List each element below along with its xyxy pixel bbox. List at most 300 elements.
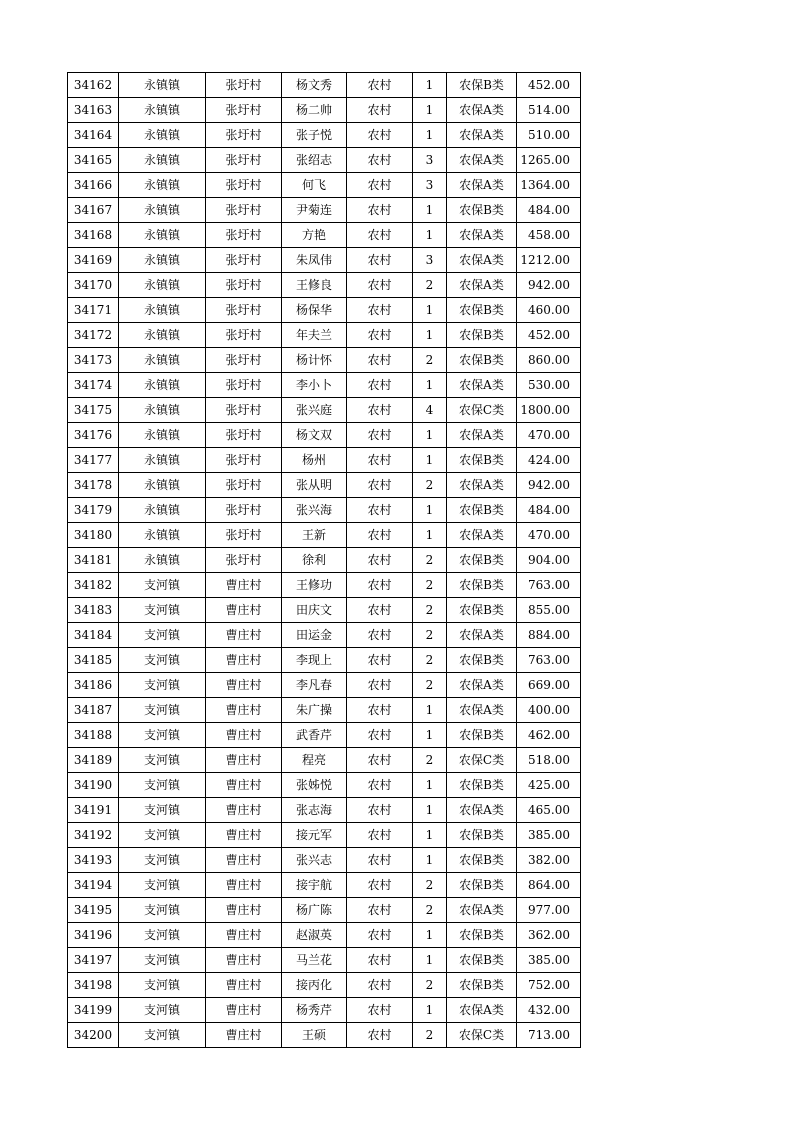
area-type-cell: 农村: [347, 748, 413, 773]
village-cell: 张圩村: [206, 448, 282, 473]
amount-cell: 855.00: [517, 598, 581, 623]
area-type-cell: 农村: [347, 873, 413, 898]
people-count-cell: 1: [413, 798, 447, 823]
town-cell: 永镇镇: [119, 273, 206, 298]
village-cell: 张圩村: [206, 273, 282, 298]
record-id-cell: 34188: [68, 723, 119, 748]
area-type-cell: 农村: [347, 1023, 413, 1048]
record-id-cell: 34199: [68, 998, 119, 1023]
category-cell: 农保A类: [447, 673, 517, 698]
people-count-cell: 1: [413, 323, 447, 348]
category-cell: 农保A类: [447, 223, 517, 248]
people-count-cell: 2: [413, 1023, 447, 1048]
people-count-cell: 4: [413, 398, 447, 423]
people-count-cell: 3: [413, 173, 447, 198]
name-cell: 王修良: [282, 273, 347, 298]
amount-cell: 763.00: [517, 648, 581, 673]
record-id-cell: 34176: [68, 423, 119, 448]
town-cell: 永镇镇: [119, 548, 206, 573]
town-cell: 支河镇: [119, 973, 206, 998]
area-type-cell: 农村: [347, 498, 413, 523]
village-cell: 曹庄村: [206, 973, 282, 998]
amount-cell: 1800.00: [517, 398, 581, 423]
town-cell: 永镇镇: [119, 473, 206, 498]
table-row: [68, 973, 581, 998]
name-cell: 接丙化: [282, 973, 347, 998]
record-id-cell: 34166: [68, 173, 119, 198]
area-type-cell: 农村: [347, 973, 413, 998]
name-cell: 张子悦: [282, 123, 347, 148]
town-cell: 永镇镇: [119, 373, 206, 398]
town-cell: 支河镇: [119, 923, 206, 948]
town-cell: 支河镇: [119, 998, 206, 1023]
town-cell: 支河镇: [119, 1023, 206, 1048]
name-cell: 李小卜: [282, 373, 347, 398]
village-cell: 张圩村: [206, 198, 282, 223]
town-cell: 支河镇: [119, 823, 206, 848]
table-row: [68, 573, 581, 598]
category-cell: 农保B类: [447, 598, 517, 623]
table-row: [68, 348, 581, 373]
village-cell: 张圩村: [206, 148, 282, 173]
people-count-cell: 3: [413, 248, 447, 273]
table-row: [68, 398, 581, 423]
town-cell: 支河镇: [119, 648, 206, 673]
village-cell: 张圩村: [206, 323, 282, 348]
name-cell: 田运金: [282, 623, 347, 648]
area-type-cell: 农村: [347, 823, 413, 848]
people-count-cell: 2: [413, 548, 447, 573]
town-cell: 永镇镇: [119, 123, 206, 148]
amount-cell: 942.00: [517, 473, 581, 498]
category-cell: 农保B类: [447, 73, 517, 98]
record-id-cell: 34189: [68, 748, 119, 773]
name-cell: 接宇航: [282, 873, 347, 898]
name-cell: 杨文秀: [282, 73, 347, 98]
category-cell: 农保B类: [447, 723, 517, 748]
village-cell: 张圩村: [206, 98, 282, 123]
table-row: [68, 798, 581, 823]
village-cell: 张圩村: [206, 498, 282, 523]
area-type-cell: 农村: [347, 248, 413, 273]
name-cell: 杨计怀: [282, 348, 347, 373]
name-cell: 张姊悦: [282, 773, 347, 798]
area-type-cell: 农村: [347, 548, 413, 573]
village-cell: 曹庄村: [206, 623, 282, 648]
area-type-cell: 农村: [347, 723, 413, 748]
town-cell: 支河镇: [119, 598, 206, 623]
name-cell: 赵淑英: [282, 923, 347, 948]
town-cell: 支河镇: [119, 623, 206, 648]
town-cell: 永镇镇: [119, 298, 206, 323]
village-cell: 曹庄村: [206, 823, 282, 848]
town-cell: 永镇镇: [119, 348, 206, 373]
category-cell: 农保A类: [447, 698, 517, 723]
category-cell: 农保B类: [447, 948, 517, 973]
category-cell: 农保B类: [447, 923, 517, 948]
area-type-cell: 农村: [347, 198, 413, 223]
name-cell: 接元军: [282, 823, 347, 848]
record-id-cell: 34169: [68, 248, 119, 273]
table-row: [68, 248, 581, 273]
area-type-cell: 农村: [347, 523, 413, 548]
name-cell: 张兴志: [282, 848, 347, 873]
village-cell: 张圩村: [206, 73, 282, 98]
category-cell: 农保B类: [447, 198, 517, 223]
record-id-cell: 34185: [68, 648, 119, 673]
name-cell: 田庆文: [282, 598, 347, 623]
amount-cell: 514.00: [517, 98, 581, 123]
town-cell: 永镇镇: [119, 523, 206, 548]
people-count-cell: 1: [413, 73, 447, 98]
people-count-cell: 1: [413, 123, 447, 148]
table-row: [68, 523, 581, 548]
name-cell: 年夫兰: [282, 323, 347, 348]
record-id-cell: 34184: [68, 623, 119, 648]
name-cell: 何飞: [282, 173, 347, 198]
record-id-cell: 34173: [68, 348, 119, 373]
amount-cell: 425.00: [517, 773, 581, 798]
amount-cell: 1212.00: [517, 248, 581, 273]
category-cell: 农保A类: [447, 423, 517, 448]
amount-cell: 452.00: [517, 73, 581, 98]
table-row: [68, 373, 581, 398]
category-cell: 农保B类: [447, 298, 517, 323]
area-type-cell: 农村: [347, 898, 413, 923]
name-cell: 王硕: [282, 1023, 347, 1048]
town-cell: 永镇镇: [119, 248, 206, 273]
category-cell: 农保A类: [447, 798, 517, 823]
village-cell: 张圩村: [206, 173, 282, 198]
amount-cell: 860.00: [517, 348, 581, 373]
village-cell: 曹庄村: [206, 648, 282, 673]
people-count-cell: 2: [413, 573, 447, 598]
amount-cell: 484.00: [517, 198, 581, 223]
amount-cell: 462.00: [517, 723, 581, 748]
area-type-cell: 农村: [347, 573, 413, 598]
people-count-cell: 2: [413, 348, 447, 373]
people-count-cell: 2: [413, 973, 447, 998]
town-cell: 永镇镇: [119, 223, 206, 248]
people-count-cell: 2: [413, 748, 447, 773]
record-id-cell: 34163: [68, 98, 119, 123]
record-id-cell: 34183: [68, 598, 119, 623]
town-cell: 支河镇: [119, 798, 206, 823]
village-cell: 曹庄村: [206, 673, 282, 698]
table-row: [68, 198, 581, 223]
area-type-cell: 农村: [347, 673, 413, 698]
amount-cell: 864.00: [517, 873, 581, 898]
area-type-cell: 农村: [347, 848, 413, 873]
record-id-cell: 34198: [68, 973, 119, 998]
people-count-cell: 1: [413, 223, 447, 248]
area-type-cell: 农村: [347, 273, 413, 298]
amount-cell: 510.00: [517, 123, 581, 148]
village-cell: 曹庄村: [206, 923, 282, 948]
area-type-cell: 农村: [347, 623, 413, 648]
people-count-cell: 1: [413, 373, 447, 398]
amount-cell: 1265.00: [517, 148, 581, 173]
village-cell: 张圩村: [206, 123, 282, 148]
people-count-cell: 1: [413, 823, 447, 848]
table-row: [68, 298, 581, 323]
table-row: [68, 748, 581, 773]
village-cell: 曹庄村: [206, 698, 282, 723]
town-cell: 支河镇: [119, 673, 206, 698]
amount-cell: 1364.00: [517, 173, 581, 198]
table-row: [68, 873, 581, 898]
table-row: [68, 673, 581, 698]
town-cell: 永镇镇: [119, 173, 206, 198]
amount-cell: 460.00: [517, 298, 581, 323]
area-type-cell: 农村: [347, 448, 413, 473]
amount-cell: 904.00: [517, 548, 581, 573]
category-cell: 农保A类: [447, 373, 517, 398]
people-count-cell: 1: [413, 423, 447, 448]
record-id-cell: 34175: [68, 398, 119, 423]
category-cell: 农保C类: [447, 748, 517, 773]
category-cell: 农保B类: [447, 873, 517, 898]
amount-cell: 385.00: [517, 948, 581, 973]
village-cell: 曹庄村: [206, 773, 282, 798]
name-cell: 马兰花: [282, 948, 347, 973]
record-id-cell: 34182: [68, 573, 119, 598]
people-count-cell: 1: [413, 998, 447, 1023]
name-cell: 杨秀芹: [282, 998, 347, 1023]
area-type-cell: 农村: [347, 948, 413, 973]
town-cell: 支河镇: [119, 848, 206, 873]
village-cell: 张圩村: [206, 223, 282, 248]
record-id-cell: 34165: [68, 148, 119, 173]
record-id-cell: 34171: [68, 298, 119, 323]
people-count-cell: 1: [413, 848, 447, 873]
amount-cell: 470.00: [517, 523, 581, 548]
table-row: [68, 73, 581, 98]
table-row: [68, 273, 581, 298]
area-type-cell: 农村: [347, 148, 413, 173]
table-row: [68, 998, 581, 1023]
area-type-cell: 农村: [347, 298, 413, 323]
people-count-cell: 2: [413, 673, 447, 698]
record-id-cell: 34191: [68, 798, 119, 823]
category-cell: 农保A类: [447, 98, 517, 123]
name-cell: 杨州: [282, 448, 347, 473]
name-cell: 张志海: [282, 798, 347, 823]
amount-cell: 432.00: [517, 998, 581, 1023]
table-row: [68, 498, 581, 523]
category-cell: 农保A类: [447, 523, 517, 548]
record-id-cell: 34197: [68, 948, 119, 973]
record-id-cell: 34181: [68, 548, 119, 573]
table-row: [68, 823, 581, 848]
name-cell: 朱广操: [282, 698, 347, 723]
table-row: [68, 723, 581, 748]
name-cell: 方艳: [282, 223, 347, 248]
category-cell: 农保A类: [447, 623, 517, 648]
amount-cell: 942.00: [517, 273, 581, 298]
name-cell: 徐利: [282, 548, 347, 573]
village-cell: 曹庄村: [206, 1023, 282, 1048]
category-cell: 农保B类: [447, 548, 517, 573]
village-cell: 张圩村: [206, 373, 282, 398]
name-cell: 杨二帅: [282, 98, 347, 123]
town-cell: 永镇镇: [119, 498, 206, 523]
record-id-cell: 34172: [68, 323, 119, 348]
table-row: [68, 173, 581, 198]
village-cell: 曹庄村: [206, 948, 282, 973]
amount-cell: 382.00: [517, 848, 581, 873]
category-cell: 农保C类: [447, 398, 517, 423]
name-cell: 杨保华: [282, 298, 347, 323]
people-count-cell: 1: [413, 98, 447, 123]
people-count-cell: 1: [413, 723, 447, 748]
people-count-cell: 1: [413, 523, 447, 548]
village-cell: 张圩村: [206, 548, 282, 573]
table-row: [68, 923, 581, 948]
record-id-cell: 34162: [68, 73, 119, 98]
amount-cell: 977.00: [517, 898, 581, 923]
area-type-cell: 农村: [347, 73, 413, 98]
name-cell: 杨文双: [282, 423, 347, 448]
name-cell: 李现上: [282, 648, 347, 673]
area-type-cell: 农村: [347, 773, 413, 798]
town-cell: 永镇镇: [119, 73, 206, 98]
category-cell: 农保B类: [447, 773, 517, 798]
town-cell: 永镇镇: [119, 448, 206, 473]
town-cell: 支河镇: [119, 773, 206, 798]
amount-cell: 669.00: [517, 673, 581, 698]
village-cell: 曹庄村: [206, 748, 282, 773]
area-type-cell: 农村: [347, 323, 413, 348]
village-cell: 张圩村: [206, 523, 282, 548]
village-cell: 张圩村: [206, 298, 282, 323]
amount-cell: 400.00: [517, 698, 581, 723]
amount-cell: 530.00: [517, 373, 581, 398]
area-type-cell: 农村: [347, 923, 413, 948]
name-cell: 武香芹: [282, 723, 347, 748]
table-row: [68, 698, 581, 723]
village-cell: 张圩村: [206, 423, 282, 448]
area-type-cell: 农村: [347, 423, 413, 448]
table-row: [68, 98, 581, 123]
category-cell: 农保B类: [447, 573, 517, 598]
village-cell: 曹庄村: [206, 873, 282, 898]
record-id-cell: 34190: [68, 773, 119, 798]
table-row: [68, 148, 581, 173]
category-cell: 农保A类: [447, 248, 517, 273]
table-row: [68, 448, 581, 473]
category-cell: 农保A类: [447, 123, 517, 148]
record-id-cell: 34180: [68, 523, 119, 548]
town-cell: 永镇镇: [119, 323, 206, 348]
people-count-cell: 1: [413, 448, 447, 473]
town-cell: 支河镇: [119, 948, 206, 973]
village-cell: 曹庄村: [206, 998, 282, 1023]
area-type-cell: 农村: [347, 598, 413, 623]
category-cell: 农保A类: [447, 998, 517, 1023]
table-row: [68, 848, 581, 873]
name-cell: 王修功: [282, 573, 347, 598]
village-cell: 曹庄村: [206, 798, 282, 823]
name-cell: 张绍志: [282, 148, 347, 173]
people-count-cell: 3: [413, 148, 447, 173]
people-count-cell: 1: [413, 298, 447, 323]
village-cell: 曹庄村: [206, 898, 282, 923]
table-row: [68, 623, 581, 648]
category-cell: 农保B类: [447, 348, 517, 373]
name-cell: 王新: [282, 523, 347, 548]
table-row: [68, 423, 581, 448]
record-id-cell: 34167: [68, 198, 119, 223]
table-row: [68, 123, 581, 148]
name-cell: 张从明: [282, 473, 347, 498]
amount-cell: 763.00: [517, 573, 581, 598]
category-cell: 农保B类: [447, 848, 517, 873]
town-cell: 支河镇: [119, 698, 206, 723]
record-id-cell: 34170: [68, 273, 119, 298]
amount-cell: 385.00: [517, 823, 581, 848]
table-row: [68, 898, 581, 923]
area-type-cell: 农村: [347, 123, 413, 148]
table-row: [68, 323, 581, 348]
name-cell: 朱凤伟: [282, 248, 347, 273]
table-row: [68, 773, 581, 798]
category-cell: 农保B类: [447, 823, 517, 848]
record-id-cell: 34192: [68, 823, 119, 848]
people-count-cell: 2: [413, 598, 447, 623]
village-cell: 张圩村: [206, 348, 282, 373]
people-count-cell: 2: [413, 873, 447, 898]
town-cell: 永镇镇: [119, 398, 206, 423]
category-cell: 农保A类: [447, 148, 517, 173]
town-cell: 永镇镇: [119, 198, 206, 223]
record-id-cell: 34186: [68, 673, 119, 698]
category-cell: 农保C类: [447, 1023, 517, 1048]
town-cell: 永镇镇: [119, 148, 206, 173]
table-row: [68, 1023, 581, 1048]
record-id-cell: 34174: [68, 373, 119, 398]
area-type-cell: 农村: [347, 798, 413, 823]
table-body: [68, 73, 581, 1048]
amount-cell: 484.00: [517, 498, 581, 523]
people-count-cell: 1: [413, 773, 447, 798]
amount-cell: 458.00: [517, 223, 581, 248]
name-cell: 张兴庭: [282, 398, 347, 423]
amount-cell: 518.00: [517, 748, 581, 773]
area-type-cell: 农村: [347, 473, 413, 498]
name-cell: 张兴海: [282, 498, 347, 523]
category-cell: 农保B类: [447, 323, 517, 348]
people-count-cell: 2: [413, 898, 447, 923]
name-cell: 杨广陈: [282, 898, 347, 923]
name-cell: 尹菊连: [282, 198, 347, 223]
table-row: [68, 223, 581, 248]
village-cell: 张圩村: [206, 248, 282, 273]
area-type-cell: 农村: [347, 348, 413, 373]
name-cell: 程亮: [282, 748, 347, 773]
category-cell: 农保B类: [447, 648, 517, 673]
record-id-cell: 34178: [68, 473, 119, 498]
record-id-cell: 34200: [68, 1023, 119, 1048]
village-cell: 张圩村: [206, 473, 282, 498]
area-type-cell: 农村: [347, 398, 413, 423]
category-cell: 农保A类: [447, 473, 517, 498]
name-cell: 李凡春: [282, 673, 347, 698]
amount-cell: 465.00: [517, 798, 581, 823]
record-id-cell: 34193: [68, 848, 119, 873]
town-cell: 支河镇: [119, 898, 206, 923]
people-count-cell: 2: [413, 273, 447, 298]
